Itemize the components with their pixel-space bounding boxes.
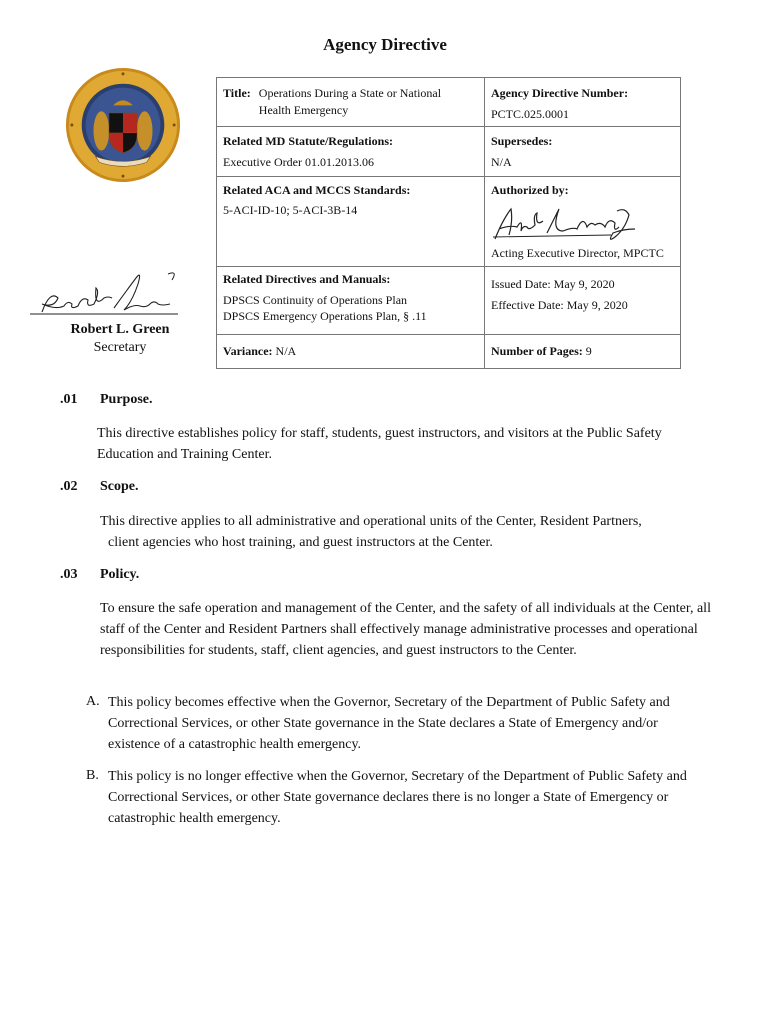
maryland-seal-logo [64, 66, 182, 184]
pages-cell [485, 335, 681, 369]
robert-green-signature [28, 268, 193, 328]
signer-name: Robert L. Green [70, 322, 170, 337]
aca-label: Related ACA and MCCS Standards: [223, 183, 411, 197]
section-03-number: .03 [60, 567, 78, 582]
authorized-label: Authorized by: [491, 183, 569, 197]
variance-label: Variance: [223, 344, 273, 358]
variance-value: N/A [275, 344, 297, 358]
section-02-text-line1: This directive applies to all administrative and operational units of the Center, Resident Partners, [100, 514, 642, 529]
title-value-line1: Operations During a State or National [258, 86, 442, 100]
policy-item-b-text: This policy is no longer effective when the Governor, Secretary of the Department of Public Safety and Correctional Services, or other State governance declares there is no longer a State of Emergency or catastrophic health emergency. [108, 769, 687, 826]
title-cell [217, 78, 485, 127]
dates-cell [485, 267, 681, 335]
issued-date: Issued Date: May 9, 2020 [491, 277, 615, 291]
policy-item-a-letter: A. [86, 694, 100, 709]
authorized-title: Acting Executive Director, MPCTC [491, 246, 664, 260]
directives-value-line1: DPSCS Continuity of Operations Plan [223, 293, 408, 307]
section-01-heading: Purpose. [100, 392, 153, 407]
aca-value: 5-ACI-ID-10; 5-ACI-3B-14 [223, 203, 358, 217]
title-value-line2: Health Emergency [258, 103, 349, 117]
title-label: Title: [223, 86, 251, 100]
document-title: Agency Directive [323, 35, 447, 54]
effective-date: Effective Date: May 9, 2020 [491, 298, 628, 312]
section-03-heading: Policy. [100, 567, 140, 582]
variance-cell [217, 335, 485, 369]
section-01-text: This directive establishes policy for staff, students, guest instructors, and visitors at the Public Safety Education and Training Center. [97, 426, 662, 462]
directive-number-value: PCTC.025.0001 [491, 107, 570, 121]
albert-liebno-signature [491, 203, 651, 247]
supersedes-value: N/A [491, 155, 512, 169]
section-01-number: .01 [60, 392, 78, 407]
section-02-heading: Scope. [100, 479, 139, 494]
authorized-cell [485, 177, 681, 267]
signer-title: Secretary [93, 340, 147, 355]
section-02-text-line2: client agencies who host training, and guest instructors at the Center. [108, 535, 493, 550]
pages-value: 9 [585, 344, 592, 358]
pages-label: Number of Pages: [491, 344, 583, 358]
statute-value: Executive Order 01.01.2013.06 [223, 155, 374, 169]
section-03-text: To ensure the safe operation and management of the Center, and the safety of all individuals at the Center, all staff of the Center and Resident Partners shall effectively manage administrative processes and operational responsibilities for students, staff, client agencies, and guest instructors to the Center. [100, 601, 711, 658]
directive-number-cell [485, 78, 681, 127]
directives-value-line2: DPSCS Emergency Operations Plan, § .11 [223, 309, 427, 323]
supersedes-cell [485, 127, 681, 177]
directive-info-table [216, 77, 681, 369]
directive-number-label: Agency Directive Number: [491, 86, 629, 100]
supersedes-label: Supersedes: [491, 134, 553, 148]
statute-cell [217, 127, 485, 177]
section-02-number: .02 [60, 479, 78, 494]
directives-cell [217, 267, 485, 335]
policy-item-a-text: This policy becomes effective when the Governor, Secretary of the Department of Public Safety and Correctional Services, or other State governance in the State declares a State of Emergency and/or existence of a catastrophic health emergency. [108, 695, 670, 752]
aca-cell [217, 177, 485, 267]
policy-item-b-letter: B. [86, 768, 99, 783]
statute-label: Related MD Statute/Regulations: [223, 134, 393, 148]
directives-label: Related Directives and Manuals: [223, 272, 391, 286]
